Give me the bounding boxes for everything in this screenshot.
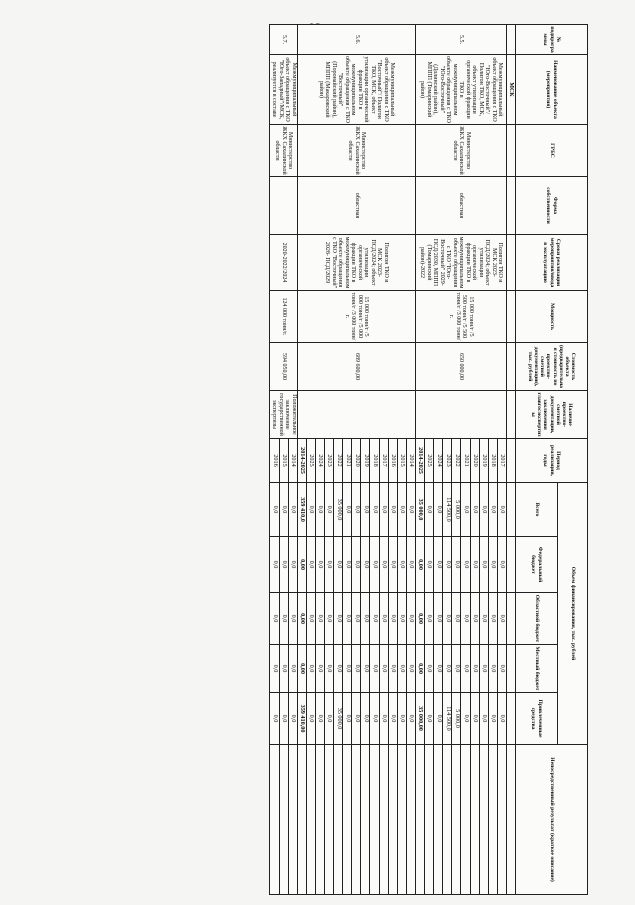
cell-total: 0,0 <box>352 483 361 537</box>
cell-result <box>461 745 470 895</box>
group-row <box>506 25 515 895</box>
cell-regional: 0,0 <box>315 593 324 645</box>
cell-total: 0,0 <box>279 483 288 537</box>
cell-result <box>443 745 452 895</box>
header-federal: Федеральный бюджет <box>516 537 558 593</box>
cell-regional: 0,0 <box>352 593 361 645</box>
cell-period: 2015 <box>397 439 406 483</box>
cell-result <box>406 745 415 895</box>
object-grbs: Министерство ЖКХ Сахалинской области <box>415 125 506 177</box>
cell-attracted: 0,0 <box>315 693 324 745</box>
cell-federal-total: 0,00 <box>297 537 306 593</box>
header-funding: Объем финансирования, тыс. рублей <box>558 483 588 745</box>
cell-local: 0,0 <box>288 645 297 693</box>
cell-total: 0,0 <box>397 483 406 537</box>
cell-attracted: 35 000,0 <box>334 693 343 745</box>
cell-regional: 0,0 <box>388 593 397 645</box>
empty-cell <box>506 439 515 483</box>
cell-federal: 0,0 <box>479 537 488 593</box>
cell-period: 2014 <box>406 439 415 483</box>
cell-total: 114 500,0 <box>443 483 452 537</box>
cell-total: 0,0 <box>425 483 434 537</box>
cell-federal-total: 0,00 <box>415 537 424 593</box>
cell-period: 2024 <box>434 439 443 483</box>
object-ownership: областная <box>297 177 415 235</box>
cell-local: 0,0 <box>306 645 315 693</box>
cell-result <box>479 745 488 895</box>
cell-federal: 0,0 <box>488 537 497 593</box>
header-cost: Стоимость объекта (предварительная стоимость по проектно-сметной документации), тыс. рублей <box>516 343 588 391</box>
cell-federal: 0,0 <box>406 537 415 593</box>
cell-result <box>497 745 506 895</box>
cell-regional: 0,0 <box>470 593 479 645</box>
cell-period: 2020 <box>470 439 479 483</box>
cell-total-total: 35 000,0 <box>415 483 424 537</box>
cell-result <box>270 745 279 895</box>
cell-local: 0,0 <box>479 645 488 693</box>
object-name: Межмуниципальный объект обращения с ТКО "Восточный"/ Полигон ТКО, МСК, объект утилизации органической фракции ТКО в межмуниципальном объекте обращения с ТКО "Восточный" (Поронайский район), МППП (Макаровский район) <box>297 55 415 125</box>
object-cost: 594 050,00 <box>270 343 297 391</box>
cell-attracted: 0,0 <box>388 693 397 745</box>
cell-local: 0,0 <box>315 645 324 693</box>
cell-federal: 0,0 <box>443 537 452 593</box>
cell-period: 2019 <box>479 439 488 483</box>
cell-attracted: 0,0 <box>470 693 479 745</box>
cell-regional: 0,0 <box>443 593 452 645</box>
cell-attracted-total: 359 410,00 <box>297 693 306 745</box>
object-docs: Положительное заключение государственной экспертизы <box>270 391 297 439</box>
header-period: Период реализации, годы <box>516 439 588 483</box>
cell-period: 2023 <box>443 439 452 483</box>
header-result: Непосредственный результат (краткое описание) <box>516 745 588 895</box>
cell-regional: 0,0 <box>306 593 315 645</box>
cell-regional-total: 0,00 <box>297 593 306 645</box>
cell-total: 0,0 <box>388 483 397 537</box>
table-row <box>497 25 506 895</box>
cell-attracted-total: 35 000,00 <box>415 693 424 745</box>
cell-total: 0,0 <box>325 483 334 537</box>
cell-result <box>297 745 306 895</box>
empty-cell <box>506 177 515 235</box>
cell-local: 0,0 <box>397 645 406 693</box>
cell-federal: 0,0 <box>379 537 388 593</box>
cell-period: 2016 <box>270 439 279 483</box>
group-label: МСК <box>506 55 515 125</box>
cell-period: 2022 <box>452 439 461 483</box>
cell-result <box>415 745 424 895</box>
header-docs: Наличие проектно-сметной документации, заключения главгосэкспертизы <box>516 391 588 439</box>
cell-period: 2018 <box>370 439 379 483</box>
object-docs <box>297 391 415 439</box>
group-num-cell <box>506 25 515 55</box>
cell-local: 0,0 <box>488 645 497 693</box>
cell-federal: 0,0 <box>388 537 397 593</box>
cell-period: 2022 <box>334 439 343 483</box>
cell-result <box>343 745 352 895</box>
cell-regional: 0,0 <box>334 593 343 645</box>
cell-attracted: 0,0 <box>343 693 352 745</box>
cell-regional: 0,0 <box>488 593 497 645</box>
cell-result <box>306 745 315 895</box>
cell-local: 0,0 <box>352 645 361 693</box>
cell-period: 2020 <box>352 439 361 483</box>
object-grbs: Министерство ЖКХ Сахалинской области <box>297 125 415 177</box>
object-capacity: 124 000 тонн/г. <box>270 291 297 343</box>
cell-regional: 0,0 <box>479 593 488 645</box>
cell-attracted: 0,0 <box>370 693 379 745</box>
object-grbs: Министерство ЖКХ Сахалинской области <box>270 125 297 177</box>
cell-total-total: 359 410,0 <box>297 483 306 537</box>
header-ownership: Форма собственности <box>516 177 588 235</box>
cell-local: 0,0 <box>443 645 452 693</box>
object-name: Межмуниципальный объект обращения с ТКО "Юго-Западный"/МСК, реализуется в составе <box>270 55 297 125</box>
cell-result <box>425 745 434 895</box>
cell-period: 2018 <box>488 439 497 483</box>
cell-federal: 0,0 <box>361 537 370 593</box>
cell-federal: 0,0 <box>352 537 361 593</box>
cell-period: 2021 <box>461 439 470 483</box>
cell-attracted: 0,0 <box>488 693 497 745</box>
object-cost: 650 000,00 <box>415 343 506 391</box>
cell-regional: 0,0 <box>497 593 506 645</box>
header-grbs: ГРБС <box>516 125 588 177</box>
cell-local-total: 0,00 <box>415 645 424 693</box>
cell-regional: 0,0 <box>397 593 406 645</box>
cell-federal: 0,0 <box>461 537 470 593</box>
cell-result <box>361 745 370 895</box>
cell-local-total: 0,00 <box>297 645 306 693</box>
cell-attracted: 0,0 <box>279 693 288 745</box>
cell-regional: 0,0 <box>379 593 388 645</box>
cell-federal: 0,0 <box>397 537 406 593</box>
empty-cell <box>506 125 515 177</box>
cell-total: 0,0 <box>434 483 443 537</box>
cell-result <box>279 745 288 895</box>
cell-federal: 0,0 <box>470 537 479 593</box>
cell-period: 2024 <box>315 439 324 483</box>
object-capacity: 15 000 тонн/г /5 500 тонн/г /5 500 тонн/г /3 000 тонн/г. <box>415 291 506 343</box>
cell-federal: 0,0 <box>434 537 443 593</box>
header-num: № подпрограммы <box>516 25 588 55</box>
cell-attracted: 0,0 <box>288 693 297 745</box>
cell-result <box>379 745 388 895</box>
object-num: 5.5. <box>415 25 506 55</box>
cell-regional: 0,0 <box>425 593 434 645</box>
cell-federal: 0,0 <box>325 537 334 593</box>
cell-attracted: 0,0 <box>397 693 406 745</box>
cell-local: 0,0 <box>461 645 470 693</box>
empty-cell <box>506 693 515 745</box>
object-cost: 689 600,00 <box>297 343 415 391</box>
cell-period: 2017 <box>379 439 388 483</box>
cell-period: 2017 <box>497 439 506 483</box>
empty-cell <box>506 645 515 693</box>
cell-attracted: 0,0 <box>479 693 488 745</box>
cell-total: 0,0 <box>461 483 470 537</box>
cell-total: 0,0 <box>406 483 415 537</box>
cell-attracted: 0,0 <box>434 693 443 745</box>
cell-local: 0,0 <box>379 645 388 693</box>
cell-local: 0,0 <box>497 645 506 693</box>
header-regional: Областной бюджет <box>516 593 558 645</box>
cell-period: 2015 <box>279 439 288 483</box>
header-name: Наименование объекта (мероприятия) <box>516 55 588 125</box>
object-num: 5.6. <box>297 25 415 55</box>
cell-local: 0,0 <box>425 645 434 693</box>
header-local: Местный бюджет <box>516 645 558 693</box>
cell-regional: 0,0 <box>270 593 279 645</box>
object-ownership: областная <box>415 177 506 235</box>
cell-regional: 0,0 <box>325 593 334 645</box>
object-name: Межмуниципальный объект обращения с ТКО "Юго-Восточный"/ Полигон ТКО, МСК, объект утилизации органической фракции ТКО в межмуниципальном объекте обращения с ТКО "Юго-Восточный" (Долинский район), МППП (Томаринский район) <box>415 55 506 125</box>
cell-federal: 0,0 <box>425 537 434 593</box>
cell-total: 5 000,0 <box>452 483 461 537</box>
cell-result <box>470 745 479 895</box>
cell-result <box>488 745 497 895</box>
cell-federal: 0,0 <box>370 537 379 593</box>
cell-period-total: 2014-2025 <box>415 439 424 483</box>
object-timing: Полигон ТКО и МСК 2023- ПСД/2024; объект утилизации органической фракции ТКО в межмуниципальном объекте обращения с ТКО "Восточный" 2028- ПСД/2029 <box>297 235 415 291</box>
cell-attracted: 0,0 <box>325 693 334 745</box>
cell-local: 0,0 <box>325 645 334 693</box>
object-capacity: 15 000 тонн/г /5 000 тонн/г /5 000 тонн/г /3 000 тонн/г. <box>297 291 415 343</box>
cell-result <box>315 745 324 895</box>
cell-local: 0,0 <box>388 645 397 693</box>
cell-result <box>370 745 379 895</box>
empty-cell <box>506 745 515 895</box>
cell-attracted: 0,0 <box>461 693 470 745</box>
cell-result <box>434 745 443 895</box>
object-docs <box>415 391 506 439</box>
cell-result <box>288 745 297 895</box>
empty-cell <box>506 291 515 343</box>
cell-attracted: 0,0 <box>306 693 315 745</box>
cell-local: 0,0 <box>361 645 370 693</box>
cell-attracted: 0,0 <box>352 693 361 745</box>
cell-period: 2014 <box>288 439 297 483</box>
cell-total: 35 000,0 <box>334 483 343 537</box>
cell-federal: 0,0 <box>452 537 461 593</box>
empty-cell <box>506 391 515 439</box>
financing-table <box>269 24 588 895</box>
cell-federal: 0,0 <box>334 537 343 593</box>
rotated-table-container <box>68 24 588 894</box>
cell-attracted: 114 500,0 <box>443 693 452 745</box>
cell-attracted: 0,0 <box>379 693 388 745</box>
cell-federal: 0,0 <box>315 537 324 593</box>
cell-period: 2025 <box>306 439 315 483</box>
cell-attracted: 0,0 <box>497 693 506 745</box>
cell-regional: 0,0 <box>343 593 352 645</box>
cell-period: 2021 <box>343 439 352 483</box>
cell-period: 2025 <box>425 439 434 483</box>
cell-total: 0,0 <box>470 483 479 537</box>
cell-total: 0,0 <box>370 483 379 537</box>
cell-regional: 0,0 <box>370 593 379 645</box>
cell-total: 0,0 <box>479 483 488 537</box>
cell-attracted: 0,0 <box>270 693 279 745</box>
cell-total: 0,0 <box>306 483 315 537</box>
cell-local: 0,0 <box>406 645 415 693</box>
cell-federal: 0,0 <box>279 537 288 593</box>
cell-regional: 0,0 <box>288 593 297 645</box>
cell-result <box>352 745 361 895</box>
table-row <box>288 25 297 895</box>
empty-cell <box>506 537 515 593</box>
cell-local: 0,0 <box>470 645 479 693</box>
cell-result <box>397 745 406 895</box>
cell-regional: 0,0 <box>279 593 288 645</box>
cell-total: 0,0 <box>379 483 388 537</box>
cell-local: 0,0 <box>334 645 343 693</box>
cell-regional: 0,0 <box>406 593 415 645</box>
header-attracted: Привлеченные средства <box>516 693 558 745</box>
header-timing: Сроки реализации мероприятия/ввода в эксплуатацию <box>516 235 588 291</box>
cell-period-total: 2014-2025 <box>297 439 306 483</box>
cell-federal: 0,0 <box>288 537 297 593</box>
cell-federal: 0,0 <box>343 537 352 593</box>
cell-local: 0,0 <box>434 645 443 693</box>
empty-cell <box>506 483 515 537</box>
cell-regional: 0,0 <box>461 593 470 645</box>
cell-local: 0,0 <box>270 645 279 693</box>
cell-regional: 0,0 <box>434 593 443 645</box>
empty-cell <box>506 593 515 645</box>
cell-result <box>388 745 397 895</box>
object-timing: Полигон ТКО и МСК 2023- ПСД/2024; объект утилизации органической фракции ТКО в межмуниципальном объекте обращения с ТКО "Юго-Восточный" 2029-ПСД/2030, МППП (Томаринский район)-2022 <box>415 235 506 291</box>
cell-attracted: 5 000,0 <box>452 693 461 745</box>
cell-regional-total: 0,00 <box>415 593 424 645</box>
cell-total: 0,0 <box>270 483 279 537</box>
object-ownership <box>270 177 297 235</box>
cell-period: 2019 <box>361 439 370 483</box>
cell-regional: 0,0 <box>452 593 461 645</box>
empty-cell <box>506 343 515 391</box>
cell-period: 2023 <box>325 439 334 483</box>
cell-federal: 0,0 <box>306 537 315 593</box>
cell-federal: 0,0 <box>270 537 279 593</box>
cell-local: 0,0 <box>279 645 288 693</box>
cell-local: 0,0 <box>452 645 461 693</box>
cell-federal: 0,0 <box>497 537 506 593</box>
cell-result <box>452 745 461 895</box>
table-row <box>406 25 415 895</box>
cell-regional: 0,0 <box>361 593 370 645</box>
cell-total: 0,0 <box>343 483 352 537</box>
cell-total: 0,0 <box>361 483 370 537</box>
object-num: 5.7. <box>270 25 297 55</box>
header-total: Всего <box>516 483 558 537</box>
cell-total: 0,0 <box>315 483 324 537</box>
cell-result <box>325 745 334 895</box>
header-capacity: Мощность <box>516 291 588 343</box>
cell-result <box>334 745 343 895</box>
cell-total: 0,0 <box>288 483 297 537</box>
cell-total: 0,0 <box>497 483 506 537</box>
cell-local: 0,0 <box>343 645 352 693</box>
empty-cell <box>506 235 515 291</box>
cell-attracted: 0,0 <box>361 693 370 745</box>
object-timing: 2020-2022/2024 <box>270 235 297 291</box>
cell-total: 0,0 <box>488 483 497 537</box>
cell-period: 2016 <box>388 439 397 483</box>
cell-attracted: 0,0 <box>425 693 434 745</box>
cell-attracted: 0,0 <box>406 693 415 745</box>
cell-local: 0,0 <box>370 645 379 693</box>
